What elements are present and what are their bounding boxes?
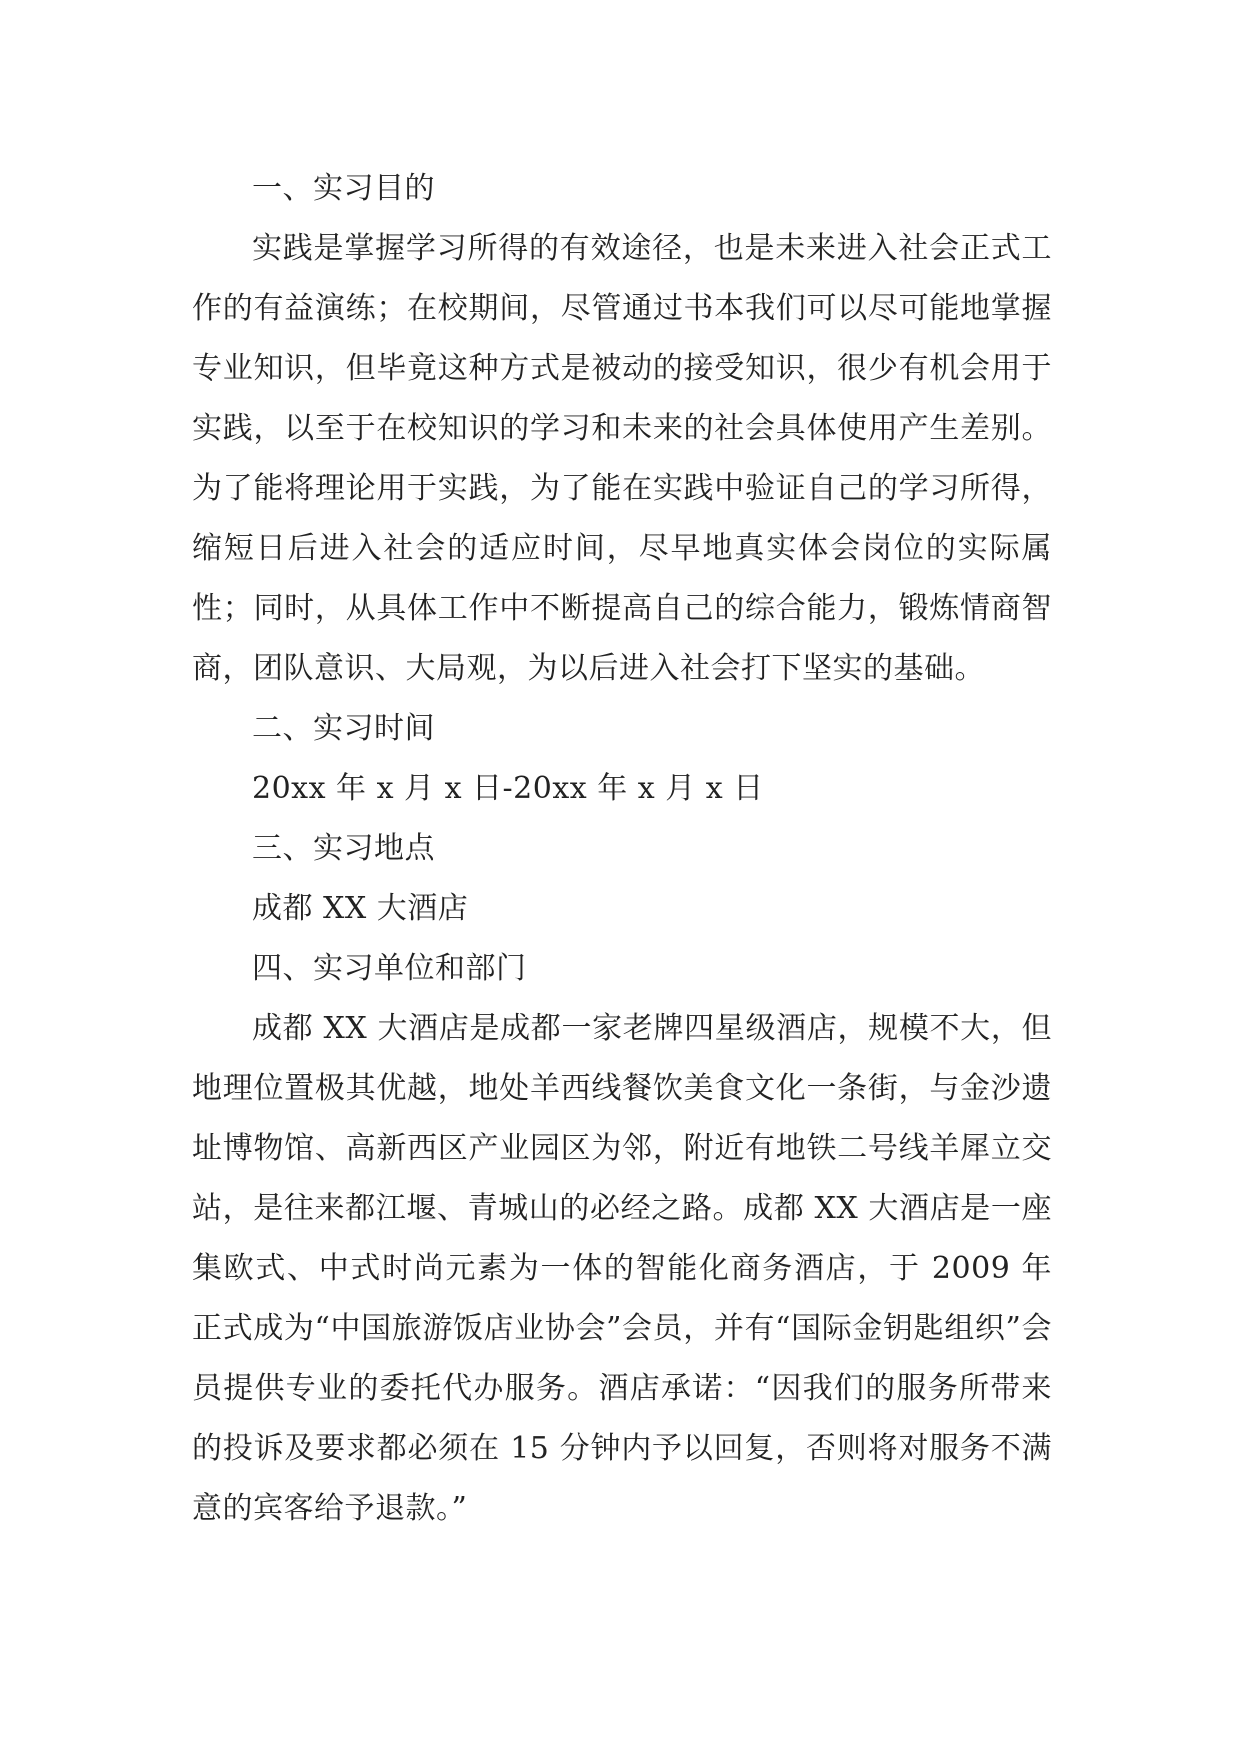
paragraph-time: 20xx 年 x 月 x 日-20xx 年 x 月 x 日: [252, 771, 764, 806]
document-body: [192, 159, 1052, 1539]
paragraph-unit: 成都 XX 大酒店是成都一家老牌四星级酒店，规模不大，但地理位置极其优越，地处羊西线餐饮美食文化一条街，与金沙遗址博物馆、高新西区产业园区为邻，附近有地铁二号线羊犀立交站，是往来都江堰、青城山的必经之路。成都 XX 大酒店是一座集欧式、中式时尚元素为一体的智能化商务酒店，于 2009 年正式成为“中国旅游饭店业协会”会员，并有“国际金钥匙组织”会员提供专业的委托代办服务。酒店承诺：“因我们的服务所带来的投诉及要求都必须在 15 分钟内予以回复，否则将对服务不满意的宾客给予退款。”: [192, 1011, 1052, 1526]
section-heading-unit: 四、实习单位和部门: [252, 951, 527, 986]
paragraph-purpose: 实践是掌握学习所得的有效途径，也是未来进入社会正式工作的有益演练；在校期间，尽管通过书本我们可以尽可能地掌握专业知识，但毕竟这种方式是被动的接受知识，很少有机会用于实践，以至于在校知识的学习和未来的社会具体使用产生差别。为了能将理论用于实践，为了能在实践中验证自己的学习所得，缩短日后进入社会的适应时间，尽早地真实体会岗位的实际属性；同时，从具体工作中不断提高自己的综合能力，锻炼情商智商，团队意识、大局观，为以后进入社会打下坚实的基础。: [192, 231, 1052, 686]
section-heading-location: 三、实习地点: [252, 831, 435, 866]
paragraph-location: 成都 XX 大酒店: [252, 891, 469, 926]
section-heading-purpose: 一、实习目的: [252, 171, 435, 206]
section-heading-time: 二、实习时间: [252, 711, 435, 746]
